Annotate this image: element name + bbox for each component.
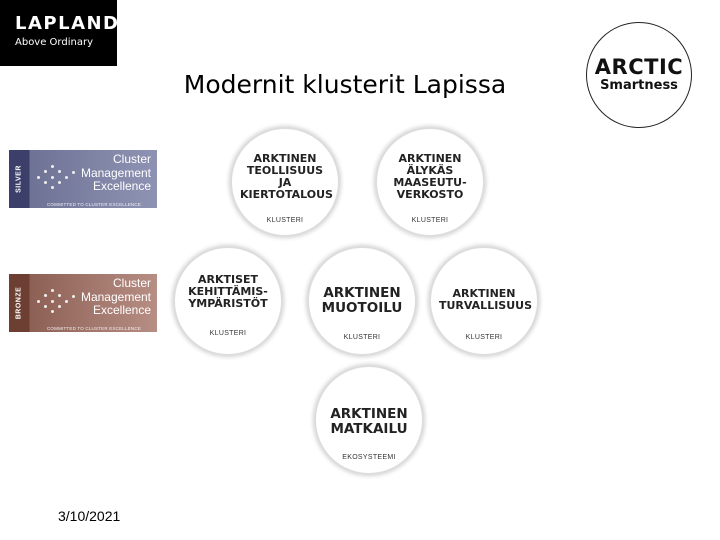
badge-text: Cluster Management Excellence bbox=[80, 152, 151, 193]
cluster-name: ARKTINEN ÄLYKÄS MAASEUTU- VERKOSTO bbox=[393, 152, 467, 201]
cluster-label: KLUSTERI bbox=[465, 334, 503, 341]
lapland-logo-tagline: Above Ordinary bbox=[15, 37, 93, 48]
cluster-muotoilu bbox=[308, 247, 416, 355]
cluster-teollisuus-kiertotalous bbox=[231, 128, 339, 236]
cluster-label: KLUSTERI bbox=[343, 334, 381, 341]
cluster-name: ARKTISET KEHITTÄMIS- YMPÄRISTÖT bbox=[188, 273, 268, 310]
badge-footer: COMMITTED TO CLUSTER EXCELLENCE bbox=[46, 326, 142, 331]
badge-level: SILVER bbox=[15, 165, 23, 193]
bronze-cluster-excellence-badge bbox=[9, 274, 157, 332]
badge-footer: COMMITTED TO CLUSTER EXCELLENCE bbox=[46, 202, 142, 207]
cluster-label: KLUSTERI bbox=[266, 217, 304, 224]
slide-date: 3/10/2021 bbox=[58, 508, 121, 524]
lapland-logo-name: LAPLAND bbox=[15, 13, 120, 34]
cluster-name: ARKTINEN TURVALLISUUS bbox=[439, 287, 533, 312]
cluster-label: EKOSYSTEEMI bbox=[342, 454, 396, 461]
slide-title: Modernit klusterit Lapissa bbox=[183, 70, 507, 99]
cluster-turvallisuus bbox=[430, 247, 538, 355]
dots-icon bbox=[37, 164, 77, 190]
cluster-matkailu bbox=[315, 366, 423, 474]
cluster-alykas-maaseutuverkosto bbox=[376, 128, 484, 236]
cluster-kehittamisymparistot bbox=[174, 247, 282, 355]
arctic-smartness-logo bbox=[586, 22, 692, 128]
silver-cluster-excellence-badge bbox=[9, 150, 157, 208]
arctic-logo-line1: ARCTIC bbox=[594, 55, 684, 79]
cluster-name: ARKTINEN MUOTOILU bbox=[321, 285, 403, 316]
cluster-name: ARKTINEN TEOLLISUUS JA KIERTOTALOUS bbox=[240, 152, 333, 201]
dots-icon bbox=[37, 288, 77, 314]
cluster-label: KLUSTERI bbox=[411, 217, 449, 224]
arctic-logo-line2: Smartness bbox=[600, 78, 678, 93]
cluster-label: KLUSTERI bbox=[209, 330, 247, 337]
badge-level: BRONZE bbox=[15, 286, 23, 320]
cluster-name: ARKTINEN MATKAILU bbox=[330, 406, 408, 437]
badge-text: Cluster Management Excellence bbox=[80, 276, 151, 317]
lapland-logo bbox=[0, 0, 120, 66]
